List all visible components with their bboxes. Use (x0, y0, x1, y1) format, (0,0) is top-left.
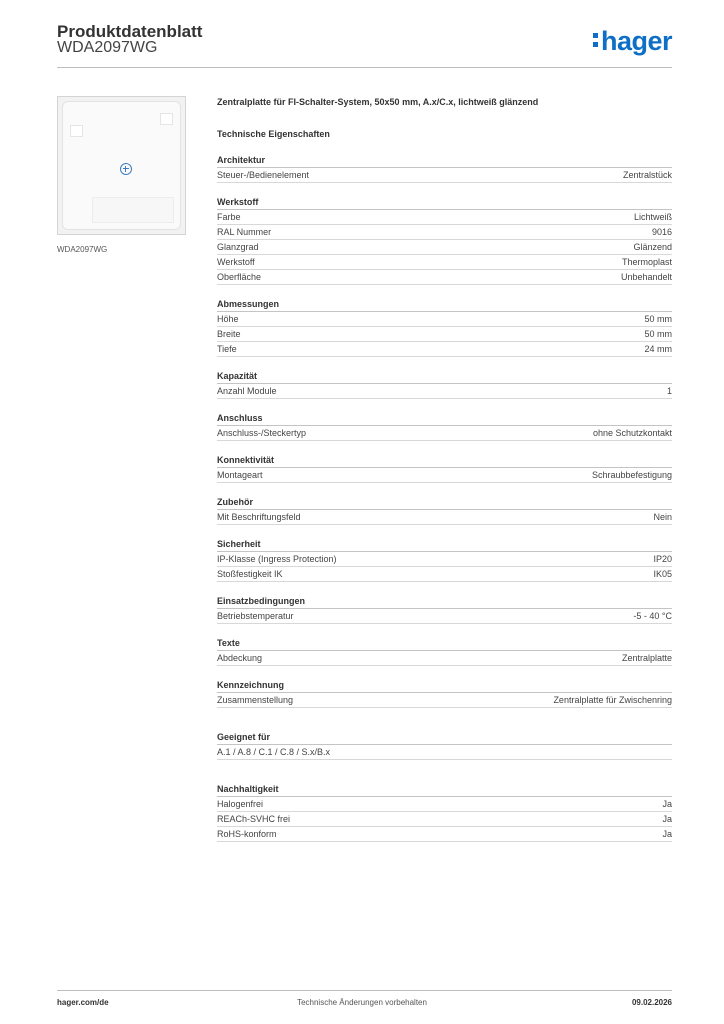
spec-sections (217, 155, 672, 708)
spec-value: 24 mm (644, 344, 672, 354)
spec-section (217, 596, 672, 624)
spec-value: 9016 (651, 227, 672, 237)
product-description: Zentralplatte für FI-Schalter-System, 50x50 mm, A.x/C.x, lichtweiß glänzend (217, 97, 539, 107)
spec-value: Ja (662, 829, 672, 839)
image-caption: WDA2097WG (57, 245, 108, 254)
spec-value: 50 mm (644, 314, 672, 324)
spec-label: Anzahl Module (217, 386, 277, 396)
product-image (57, 96, 186, 235)
logo-text: hager (600, 26, 672, 56)
spec-row (217, 609, 672, 624)
spec-label: Halogenfrei (217, 799, 264, 809)
spec-section (217, 197, 672, 285)
spec-value: Zentralplatte für Zwischenring (553, 695, 672, 705)
section-title: Kennzeichnung (217, 680, 672, 693)
spec-section (217, 455, 672, 483)
spec-value: Unbehandelt (620, 272, 672, 282)
spec-row (217, 384, 672, 399)
footer-date: 09.02.2026 (631, 998, 672, 1007)
footer-disclaimer: Technische Änderungen vorbehalten (297, 998, 427, 1007)
section-title: Geeignet für (217, 732, 672, 745)
page-title: Produktdatenblatt (57, 22, 203, 41)
spec-label: Höhe (217, 314, 239, 324)
section-title: Werkstoff (217, 197, 672, 210)
spec-label: Zusammenstellung (217, 695, 294, 705)
spec-row (217, 327, 672, 342)
spec-row (217, 797, 672, 812)
spec-row (217, 168, 672, 183)
section-title: Sicherheit (217, 539, 672, 552)
spec-value: 50 mm (644, 329, 672, 339)
spec-label: RoHS-konform (217, 829, 277, 839)
spec-section (217, 638, 672, 666)
spec-row (217, 651, 672, 666)
spec-row (217, 255, 672, 270)
section-title: Abmessungen (217, 299, 672, 312)
spec-row (217, 210, 672, 225)
spec-section (217, 539, 672, 582)
header-divider (57, 67, 672, 68)
logo-colon-icon (593, 33, 599, 51)
spec-label: Anschluss-/Steckertyp (217, 428, 307, 438)
section-title: Anschluss (217, 413, 672, 426)
spec-label: Mit Beschriftungsfeld (217, 512, 301, 522)
spec-value: Thermoplast (621, 257, 672, 267)
product-number: WDA2097WG (57, 39, 158, 56)
spec-row (217, 426, 672, 441)
section-title: Nachhaltigkeit (217, 784, 672, 797)
section-title: Kapazität (217, 371, 672, 384)
spec-row (217, 745, 672, 760)
spec-row (217, 270, 672, 285)
footer-website-link[interactable]: hager.com/de (57, 998, 109, 1007)
spec-row (217, 312, 672, 327)
tech-properties-heading: Technische Eigenschaften (217, 129, 330, 139)
spec-row (217, 567, 672, 582)
spec-row (217, 812, 672, 827)
spec-row (217, 225, 672, 240)
hager-logo (593, 26, 672, 57)
spec-value: IK05 (653, 569, 672, 579)
spec-label: Montageart (217, 470, 263, 480)
spec-label: Farbe (217, 212, 241, 222)
spec-section (217, 413, 672, 441)
spec-value: 1 (666, 386, 672, 396)
spec-value: Zentralplatte (621, 653, 672, 663)
section-title: Zubehör (217, 497, 672, 510)
spec-label: Tiefe (217, 344, 237, 354)
spec-value: -5 - 40 °C (633, 611, 672, 621)
spec-value: Schraubbefestigung (591, 470, 672, 480)
section-title: Konnektivität (217, 455, 672, 468)
spec-label: Werkstoff (217, 257, 255, 267)
sustainability-section (217, 784, 672, 842)
spec-label: Breite (217, 329, 241, 339)
plate-hole-icon (160, 113, 173, 125)
spec-label: RAL Nummer (217, 227, 272, 237)
spec-section (217, 680, 672, 708)
spec-section (217, 371, 672, 399)
plate-label-strip (92, 197, 174, 223)
spec-value: Ja (662, 814, 672, 824)
spec-row (217, 240, 672, 255)
spec-row (217, 827, 672, 842)
section-title: Architektur (217, 155, 672, 168)
spec-label: Stoßfestigkeit IK (217, 569, 283, 579)
screw-icon (120, 163, 132, 175)
spec-value: ohne Schutzkontakt (592, 428, 672, 438)
spec-section (217, 299, 672, 357)
spec-value: Nein (653, 512, 672, 522)
spec-row (217, 468, 672, 483)
spec-content (217, 96, 672, 842)
spec-value: Glänzend (633, 242, 672, 252)
spec-label: IP-Klasse (Ingress Protection) (217, 554, 337, 564)
spec-row (217, 552, 672, 567)
central-plate-picture (62, 101, 181, 230)
suitable-section (217, 732, 672, 760)
spec-row (217, 693, 672, 708)
spec-label: A.1 / A.8 / C.1 / C.8 / S.x/B.x (217, 747, 331, 757)
spec-label: Oberfläche (217, 272, 262, 282)
spec-label: Steuer-/Bedienelement (217, 170, 310, 180)
spec-value: Zentralstück (622, 170, 672, 180)
footer-divider (57, 990, 672, 991)
spec-value: Ja (662, 799, 672, 809)
section-title: Einsatzbedingungen (217, 596, 672, 609)
section-title: Texte (217, 638, 672, 651)
spec-label: Abdeckung (217, 653, 263, 663)
spec-label: Betriebstemperatur (217, 611, 294, 621)
spec-section (217, 497, 672, 525)
spec-label: REACh-SVHC frei (217, 814, 291, 824)
spec-row (217, 342, 672, 357)
spec-value: IP20 (653, 554, 672, 564)
spec-row (217, 510, 672, 525)
spec-section (217, 155, 672, 183)
spec-value: Lichtweiß (633, 212, 672, 222)
plate-hole-icon (70, 125, 83, 137)
spec-label: Glanzgrad (217, 242, 259, 252)
